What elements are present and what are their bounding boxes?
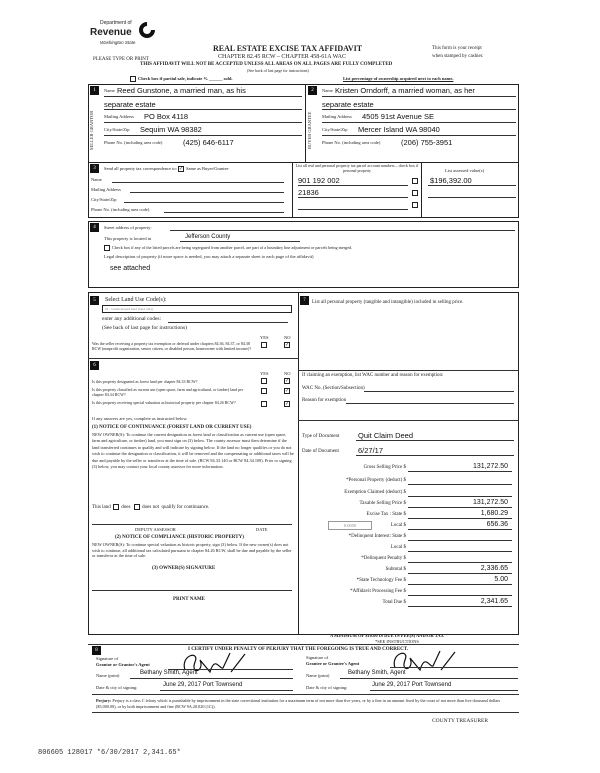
street-address-label: Street address of property: — [104, 225, 152, 230]
personal-property-label: List all personal property (tangible and intangible) included in selling price. — [312, 300, 464, 305]
seller-phone-field[interactable]: (425) 646-6117 — [183, 138, 234, 147]
buyer-address-label: Mailing Address — [322, 114, 352, 119]
fee-label: *State Technology Fee $ — [356, 578, 406, 583]
s3-phone-label: Phone No. (including area code) — [91, 207, 150, 212]
personal-property-checkbox[interactable] — [412, 202, 418, 208]
logo-swirl-icon — [138, 21, 156, 39]
seller-address-field[interactable]: PO Box 4118 — [144, 112, 189, 121]
buyer-name-field[interactable]: Kristen Orndorff, a married woman, as her — [335, 86, 475, 95]
logo-revenue: Revenue — [90, 27, 132, 38]
parcel-number[interactable]: 21836 — [298, 188, 319, 197]
s3-city-label: City/State/Zip — [91, 197, 117, 202]
section-1-badge: 1 — [90, 86, 99, 95]
logo-dept: Department of — [100, 20, 132, 26]
buyer-name-label: Name — [322, 88, 333, 93]
please-type: PLEASE TYPE OR PRINT — [93, 57, 149, 62]
no-header: NO — [284, 335, 291, 340]
s3-name-label: Name — [91, 177, 102, 182]
grantor-date-field[interactable]: June 29, 2017 Port Townsend — [163, 682, 243, 688]
fee-value[interactable]: 2,341.65 — [480, 598, 508, 605]
perjury-text: Perjury is a class C felony which is punishable by imprisonment in the state correctional institution for a maximum term of not more than five years, or by a fine in an amount fixed by the court of not more than five thousand dollars ($5,000.00), or by both imprisonment and fine (RCW 9A.20.020 (1C)). — [96, 698, 501, 709]
parcel-number[interactable]: 901 192 002 — [298, 176, 340, 185]
grantee-date-field[interactable]: June 29, 2017 Port Townsend — [372, 682, 452, 688]
receipt-note-1: This form is your receipt — [432, 46, 482, 51]
yes-checkbox[interactable] — [261, 378, 267, 384]
send-correspondence — [104, 166, 228, 172]
doc-date-field[interactable]: 6/27/17 — [358, 446, 384, 455]
seller-city-field[interactable]: Sequim WA 98382 — [140, 125, 202, 134]
see-instructions-note: *SEE INSTRUCTIONS — [375, 639, 419, 644]
does-label: does — [121, 505, 131, 511]
fee-label: *Delinquent Interest: State $ — [348, 534, 406, 539]
no-checkbox[interactable]: ✓ — [285, 379, 290, 384]
buyer-phone-label: Phone No. (including area code) — [322, 140, 381, 145]
print-name-label: PRINT NAME — [173, 597, 205, 602]
fee-label: Exemption Claimed (deduct) $ — [344, 490, 406, 495]
legal-description-field[interactable]: see attached — [110, 265, 151, 272]
reason-label: Reason for exemption — [302, 398, 347, 403]
pct-note: List percentage of ownership acquired next to each name. — [343, 76, 454, 81]
seller-name-label: Name — [104, 88, 115, 93]
assessed-value-header: List assessed value(s) — [445, 168, 484, 173]
owner-signature-line[interactable] — [92, 590, 292, 591]
fee-label: Local $ — [390, 523, 406, 528]
personal-property-checkbox[interactable] — [412, 190, 418, 196]
additional-label: enter any additional codes: — [102, 316, 162, 322]
notice-continuance-title: (1) NOTICE OF CONTINUANCE (FOREST LAND OR CURRENT USE) — [92, 425, 252, 430]
fee-line — [408, 540, 512, 541]
checkbox-icon — [130, 76, 136, 82]
grantor-date-label: Date & city of signing: — [96, 685, 138, 690]
historic-question: Is this property receiving special valuation as historical property per chapter 84.26 RCW? — [92, 400, 236, 405]
yes-checkbox[interactable] — [261, 401, 267, 407]
yes-header: YES — [260, 371, 269, 376]
qualify-label: qualify for continuance. — [161, 505, 210, 511]
buyer-side-label: BUYER GRANTEE — [307, 111, 312, 149]
fee-line — [408, 584, 512, 585]
seller-city-label: City/State/Zip — [104, 127, 130, 132]
county-field[interactable]: Jefferson County — [185, 234, 231, 240]
fee-value[interactable]: 656.36 — [486, 521, 508, 528]
grantor-sig-label: Signature of — [96, 656, 119, 661]
fee-line — [408, 471, 512, 472]
no-checkbox[interactable]: ✓ — [285, 343, 290, 348]
section-5-badge: 5 — [90, 296, 99, 305]
buyer-name-field-2[interactable]: separate estate — [322, 100, 374, 109]
fee-line — [408, 573, 512, 574]
see-back-5: (See back of last page for instructions) — [102, 325, 187, 331]
grantee-date-label: Date & city of signing: — [306, 685, 348, 690]
buyer-city-field[interactable]: Mercer Island WA 98040 — [358, 125, 440, 134]
fee-line — [408, 562, 512, 563]
fee-label: Local $ — [390, 545, 406, 550]
located-label: This property is located in — [104, 236, 152, 241]
section-4-badge: 4 — [90, 223, 99, 232]
deputy-assessor-label: DEPUTY ASSESSOR — [135, 527, 176, 532]
same-label: Same as Buyer/Grantee — [185, 166, 229, 172]
grantor-agent-label: Grantor or Grantor's Agent — [96, 662, 150, 667]
send-label: Send all property tax correspondence to: — [104, 166, 177, 172]
grantor-name-field[interactable]: Bethany Smith, Agent — [140, 670, 198, 676]
fee-label: Gross Selling Price $ — [363, 465, 406, 470]
fee-label: Subtotal $ — [385, 567, 406, 572]
fee-label: Excise Tax : State $ — [366, 512, 406, 517]
fee-value[interactable]: 1,680.29 — [480, 510, 508, 517]
fee-value[interactable]: 131,272.50 — [472, 499, 508, 506]
wac-label: WAC No. (Section/Subsection) — [302, 386, 365, 391]
date-label: DATE — [256, 527, 268, 532]
receipt-note-2: when stamped by cashier. — [432, 54, 484, 59]
see-back: (See back of last page for instructions) — [247, 68, 309, 73]
certify-statement: I CERTIFY UNDER PENALTY OF PERJURY THAT THE FOREGOING IS TRUE AND CORRECT. — [188, 647, 409, 652]
exemption-label: If claiming an exemption, list WAC number and reason for exemption: — [302, 373, 444, 378]
land-use-label: Select Land Use Code(s): — [105, 297, 167, 303]
no-checkbox[interactable]: ✓ — [285, 402, 290, 407]
checkbox-icon — [104, 245, 110, 251]
fee-label: Taxable Selling Price $ — [359, 501, 406, 506]
segregated-label: Check box if any of the listed parcels are being segregated from another parcel, are part of a boundary line adjustment or parcels being merged. — [112, 245, 353, 250]
county-treasurer-label: COUNTY TREASURER — [432, 718, 489, 724]
fee-label: *Delinquent Penalty $ — [361, 556, 406, 561]
this-land-label: This land — [92, 505, 111, 511]
partial-label: Check box if partial sale, indicate % — [138, 76, 208, 82]
land-use-select[interactable]: 91 - Undeveloped land (land only) — [102, 305, 292, 313]
perjury-label: Perjury: — [96, 698, 112, 703]
does-not-label: does not — [142, 505, 159, 511]
no-header: NO — [284, 371, 291, 376]
yes-checkbox[interactable] — [261, 342, 267, 348]
chapter: CHAPTER 82.45 RCW – CHAPTER 458-61A WAC — [218, 54, 346, 60]
sold-label: sold. — [223, 76, 233, 82]
grantee-name-field[interactable]: Bethany Smith, Agent — [348, 670, 406, 676]
fee-value[interactable]: 5.00 — [494, 576, 508, 583]
owner-signature-title: (3) OWNER(S) SIGNATURE — [152, 566, 216, 571]
yes-checkbox[interactable] — [261, 388, 267, 394]
does-not-checkbox[interactable] — [134, 504, 140, 510]
fee-line — [408, 518, 512, 519]
seller-name-field-2[interactable]: separate estate — [104, 100, 156, 109]
seller-phone-label: Phone No. (including area code) — [104, 140, 163, 145]
fee-label: *Personal Property (deduct) $ — [346, 478, 406, 483]
fee-line — [408, 529, 512, 530]
section-2-badge: 2 — [308, 86, 317, 95]
dor-logo — [90, 20, 160, 52]
exemption-question: Was the seller receiving a property tax exemption or deferral under chapters 84.36, 84.37, or 84.38 RCW (nonprofit organization, senior citizen, or disabled person, homeowner with limited income)? — [92, 341, 252, 351]
doc-type-label: Type of Document — [302, 434, 340, 439]
section-6-badge: 6 — [90, 361, 99, 370]
section-8-badge: 8 — [92, 646, 101, 655]
assessed-value-field[interactable]: $196,392.00 — [430, 176, 472, 185]
s3-address-label: Mailing Address — [91, 187, 121, 192]
grantee-name-label: Name (print) — [306, 673, 330, 678]
yes-header: YES — [260, 335, 269, 340]
parcel-header: List all real and personal property tax parcel account numbers – check box if personal property — [295, 163, 419, 173]
cashier-stamp: 806605 128017 *6/30/2017 2,341.65* — [38, 749, 181, 757]
warning: THIS AFFIDAVIT WILL NOT BE ACCEPTED UNLESS ALL AREAS ON ALL PAGES ARE FULLY COMPLETED — [140, 62, 393, 67]
fee-line — [408, 551, 512, 552]
continuance-qualify — [92, 504, 209, 510]
fee-value[interactable]: 131,272.50 — [472, 463, 508, 470]
logo-state: Washington State — [100, 40, 136, 45]
grantee-agent-label: Grantee or Grantee's Agent — [306, 661, 360, 666]
seller-side-label: SELLER GRANTOR — [89, 110, 94, 150]
buyer-phone-field[interactable]: (206) 755-3951 — [401, 138, 453, 147]
perjury-notice — [96, 698, 516, 710]
personal-property-checkbox[interactable] — [412, 178, 418, 184]
minimum-fee-note: A MINIMUM OF $10.00 IS DUE IN FEE(S) AND/OR TAX — [330, 633, 444, 638]
fee-label: *Affidavit Processing Fee $ — [350, 589, 406, 594]
fee-value[interactable]: 2,336.65 — [480, 565, 508, 572]
fee-line — [408, 606, 512, 607]
fee-line — [408, 496, 512, 497]
segregated-checkbox[interactable] — [104, 245, 352, 251]
grantee-sig-label: Signature of — [306, 655, 329, 660]
reason-input[interactable] — [346, 403, 514, 404]
section-7-badge: 7 — [300, 296, 309, 305]
notice-compliance-text: NEW OWNER(S): To continue special valuation as historic property, sign (3) below. If the new owner(s) does not wish to continue, all additional tax calculated pursuant to chapter 84.26 RCW, shall be due and payable by the seller or transferor at the time of sale. — [92, 542, 292, 559]
same-as-buyer-checkbox[interactable]: ✓ — [178, 167, 184, 172]
notice-continuance-text: NEW OWNER(S): To continue the current designation as forest land or classification as current use (open space, farm and agriculture, or timber) land, you must sign on (3) below. The county assessor must then determine if the land transferred continues to qualify and will indicate by signing below. If the land no longer qualifies or you do not wish to continue the designation or classification, it will be removed and the compensating or additional taxes will be due and payable by the seller or transferor at the time of sale. (RCW 84.33.140 or RCW 84.34.108). Prior to signing (3) below, you may contact your local county assessor for more information. — [92, 432, 294, 470]
notice-compliance-title: (2) NOTICE OF COMPLIANCE (HISTORIC PROPERTY) — [115, 535, 244, 540]
doc-date-label: Date of Document — [302, 449, 339, 454]
local-rate-field[interactable]: 0.0050 — [328, 521, 372, 530]
fee-label: Total Due $ — [382, 600, 406, 605]
does-checkbox[interactable] — [113, 504, 119, 510]
fee-line — [408, 507, 512, 508]
fee-line — [408, 595, 512, 596]
no-checkbox[interactable]: ✓ — [285, 389, 290, 394]
current-use-question: Is this property classified as current use (open space, farm and agricultural, or timber) land per chapter 84.34 RCW? — [92, 387, 244, 397]
additional-codes-input[interactable] — [168, 322, 288, 323]
partial-sale-checkbox[interactable]: Check box if partial sale, indicate % ______ sold. — [130, 76, 233, 82]
legal-description-label: Legal description of property (if more space is needed, you may attach a separate sheet to each page of the affidavit) — [104, 254, 314, 259]
seller-name-field[interactable]: Reed Gunstone, a married man, as his — [117, 86, 246, 95]
form-title: REAL ESTATE EXCISE TAX AFFIDAVIT — [213, 44, 363, 53]
fee-line — [408, 484, 512, 485]
seller-address-label: Mailing Address — [104, 114, 134, 119]
wac-input[interactable] — [364, 391, 514, 392]
additional-codes — [102, 316, 161, 322]
buyer-address-field[interactable]: 4505 91st Avenue SE — [362, 112, 435, 121]
forest-land-question: Is this property designated as forest land per chapter 84.33 RCW? — [92, 379, 198, 384]
if-yes-note: If any answers are yes, complete as instructed below. — [92, 416, 188, 421]
doc-type-field[interactable]: Quit Claim Deed — [358, 431, 414, 440]
grantor-name-label: Name (print) — [96, 673, 120, 678]
section-3-badge: 3 — [90, 164, 99, 173]
buyer-city-label: City/State/Zip — [322, 127, 348, 132]
